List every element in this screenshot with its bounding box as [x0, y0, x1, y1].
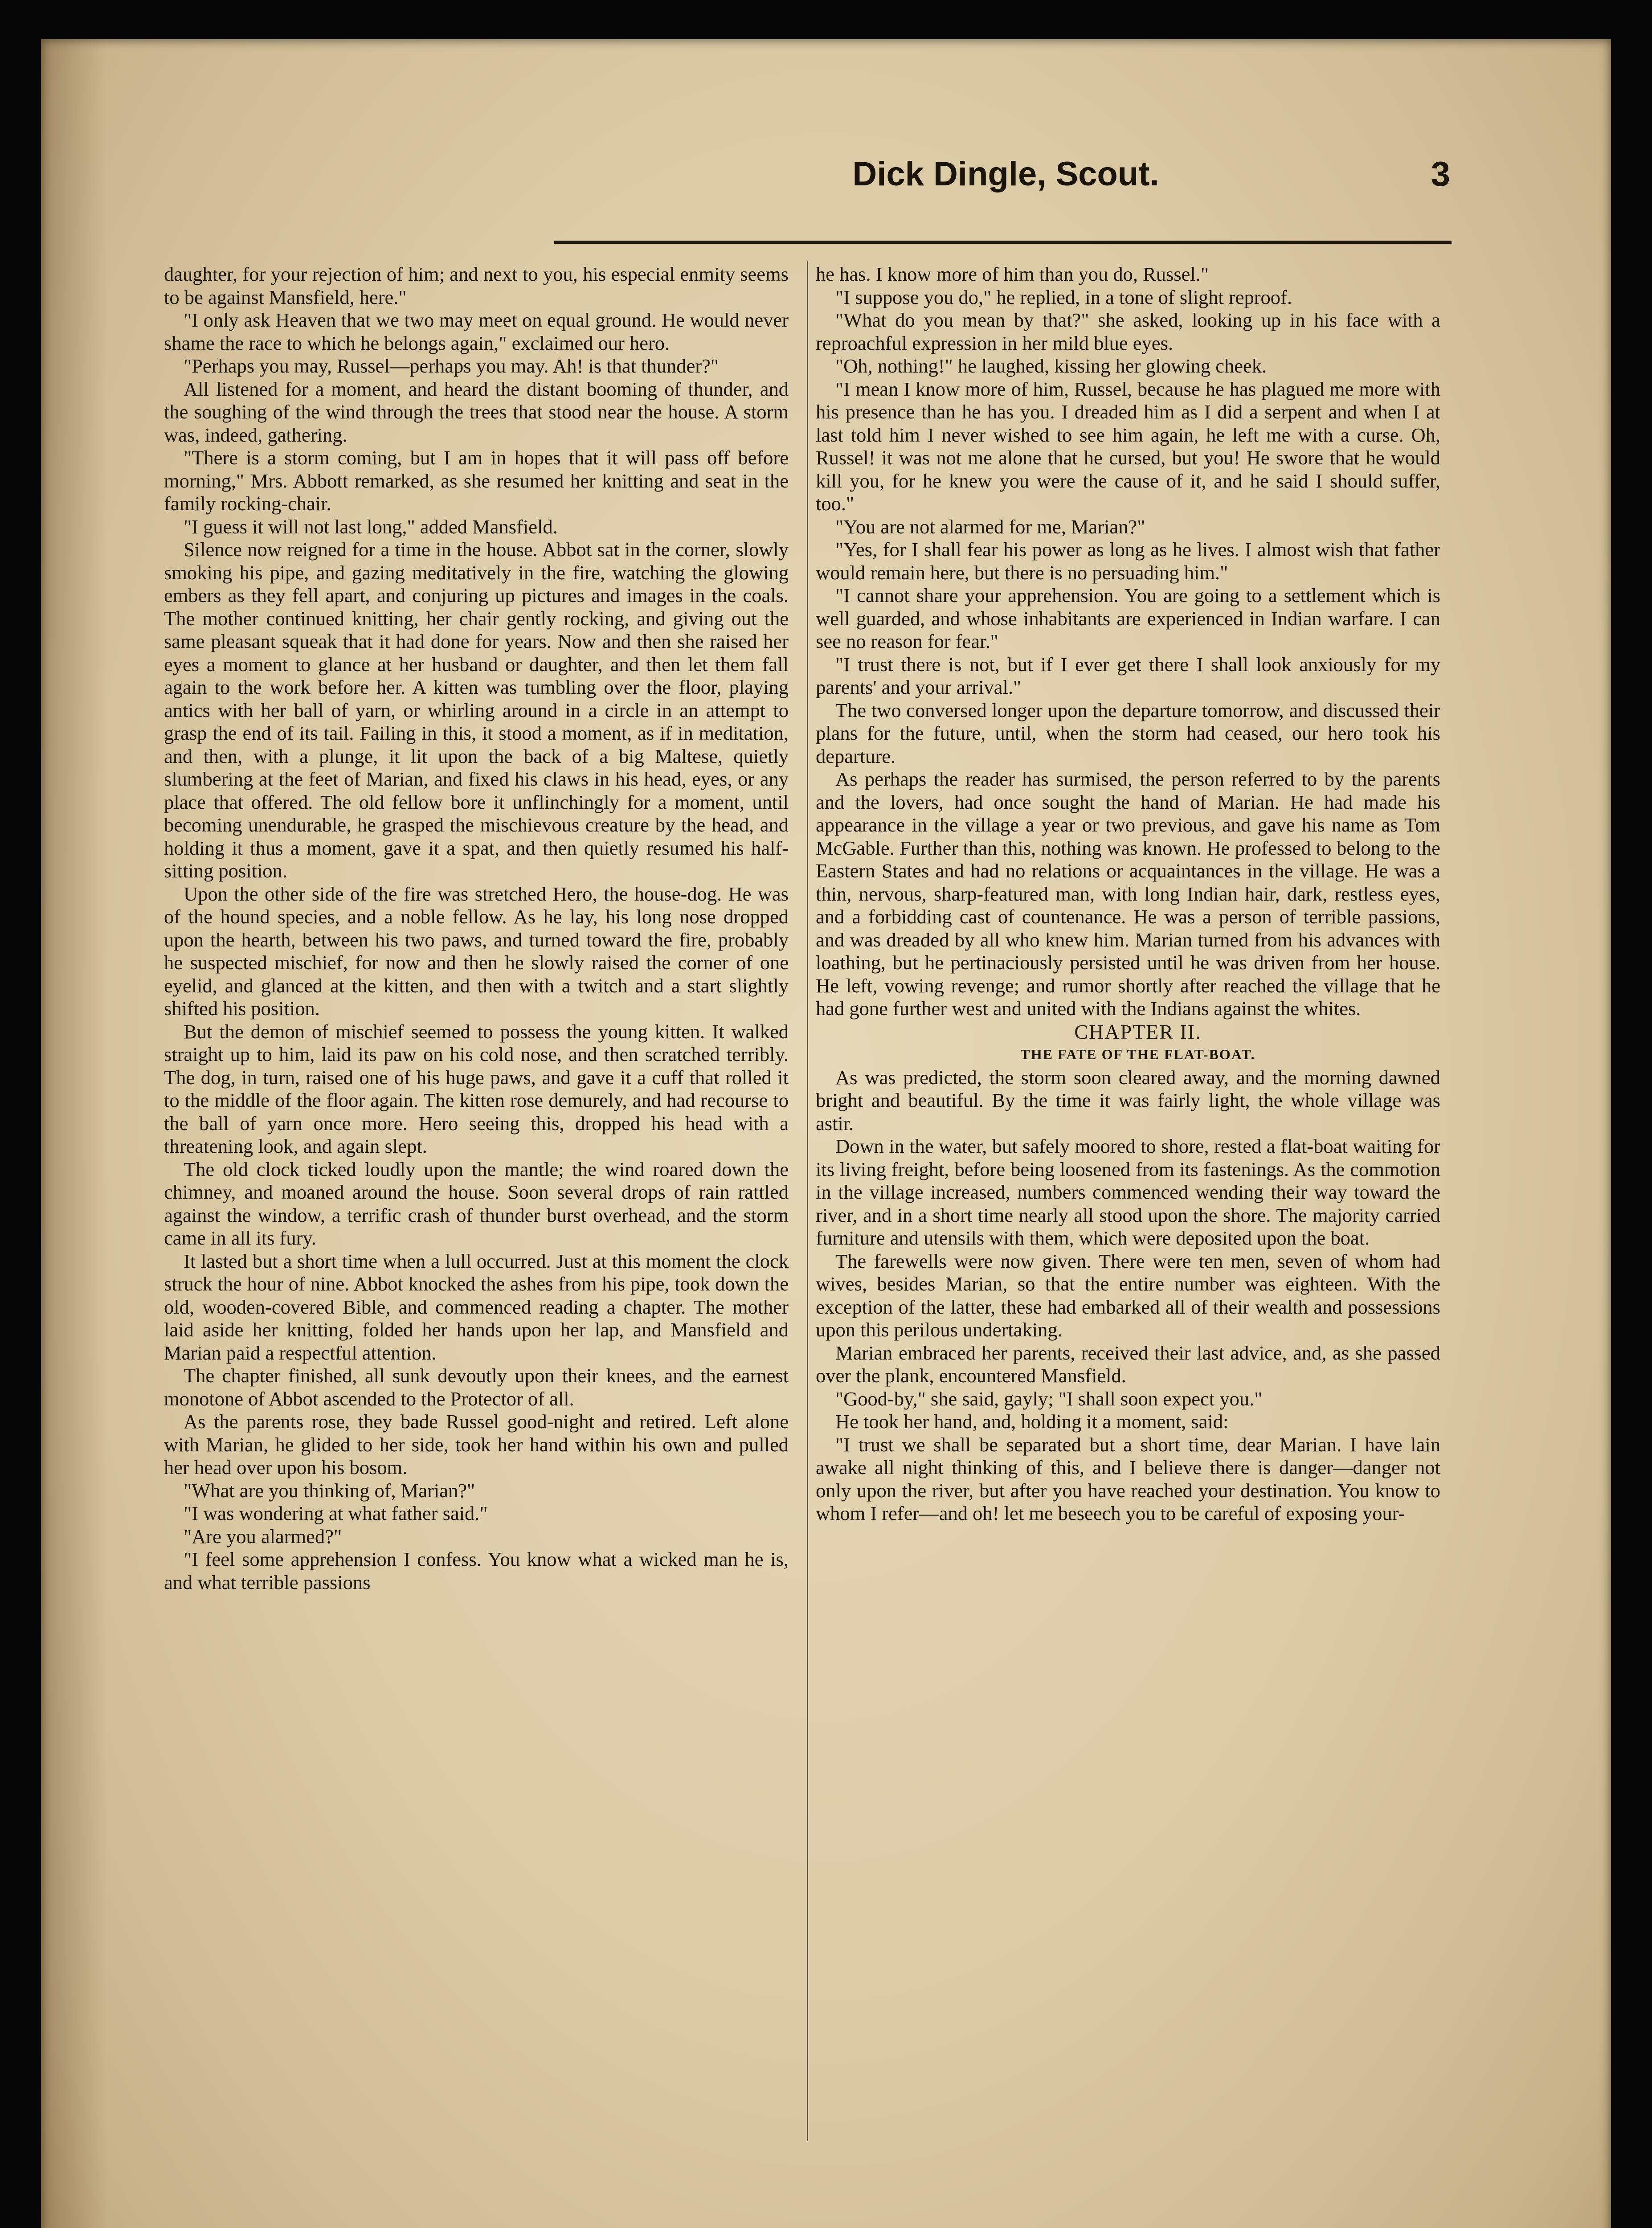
paragraph: As the parents rose, they bade Russel good-night and retired. Left alone with Marian, he glided to her side, took her hand within his own and pulled her head over upon his bosom.	[164, 1410, 789, 1479]
paragraph: "Yes, for I shall fear his power as long as he lives. I almost wish that father would remain here, but there is no persuading him."	[816, 538, 1440, 584]
paragraph: Marian embraced her parents, received their last advice, and, as she passed over the plank, encountered Mansfield.	[816, 1341, 1440, 1387]
paragraph: "You are not alarmed for me, Marian?"	[835, 515, 1145, 538]
chapter-heading: CHAPTER II.	[1074, 1020, 1202, 1043]
paragraph: He took her hand, and, holding it a moment, said:	[835, 1410, 1229, 1433]
paragraph: "I feel some apprehension I confess. You know what a wicked man he is, and what terrible passions	[164, 1548, 789, 1593]
paragraph: "I trust we shall be separated but a short time, dear Marian. I have lain awake all night thinking of this, and I believe there is danger—danger not only upon the river, but after you have reached your destination. You know to whom I refer—and oh! let me beseech you to be careful of exposing your-	[816, 1433, 1440, 1524]
paragraph: As perhaps the reader has surmised, the person referred to by the parents and the lovers, had once sought the hand of Marian. He had made his appearance in the village a year or two previous, and gave his name as Tom McGable. Further than this, nothing was known. He professed to belong to the Eastern States and had no relations or acquaintances in the village. He was a thin, nervous, sharp-featured man, with long Indian hair, dark, restless eyes, and a forbidding cast of countenance. He was a person of terrible passions, and was dreaded by all who knew him. Marian turned from his advances with loathing, but he pertinaciously persisted until he was driven from her house. He left, vowing revenge; and rumor shortly after reached the village that he had gone further west and united with the Indians against the whites.	[816, 768, 1440, 1020]
paragraph: The old clock ticked loudly upon the mantle; the wind roared down the chimney, and moaned around the house. Soon several drops of rain rattled against the window, a terrific crash of thunder burst overhead, and the storm came in all its fury.	[164, 1158, 789, 1249]
paragraph: "Are you alarmed?"	[184, 1525, 342, 1548]
paragraph: "There is a storm coming, but I am in hopes that it will pass off before morning," Mrs. Abbott remarked, as she resumed her knitting and seat in the family rocking-chair.	[164, 446, 789, 515]
paragraph: "I guess it will not last long," added Mansfield.	[184, 515, 558, 538]
paragraph: "I suppose you do," he replied, in a tone of slight reproof.	[835, 286, 1292, 308]
paragraph: "Oh, nothing!" he laughed, kissing her glowing cheek.	[835, 355, 1267, 377]
right-column	[816, 263, 1440, 2154]
paragraph: "Good-by," she said, gayly; "I shall soon expect you."	[835, 1387, 1263, 1410]
paragraph: Down in the water, but safely moored to shore, rested a flat-boat waiting for its living freight, before being loosened from its fastenings. As the commotion in the village increased, numbers commenced wending their way toward the river, and in a short time nearly all stood upon the shore. The majority carried furniture and utensils with them, which were deposited upon the boat.	[816, 1135, 1440, 1249]
paragraph: "What are you thinking of, Marian?"	[184, 1479, 475, 1502]
paragraph: Upon the other side of the fire was stretched Hero, the house-dog. He was of the hound species, and a noble fellow. As he lay, his long nose dropped upon the hearth, between his two paws, and turned toward the fire, probably he suspected mischief, for now and then he slowly raised the corner of one eyelid, and glanced at the kitten, and then with a twitch and a start slightly shifted his position.	[164, 882, 789, 1020]
chapter-subheading: THE FATE OF THE FLAT-BOAT.	[1020, 1046, 1255, 1062]
paragraph: It lasted but a short time when a lull occurred. Just at this moment the clock struck the hour of nine. Abbot knocked the ashes from his pipe, took down the old, wooden-covered Bible, and commenced reading a chapter. The mother laid aside her knitting, folded her hands upon her lap, and Mansfield and Marian paid a respectful attention.	[164, 1249, 789, 1364]
paragraph: "I was wondering at what father said."	[184, 1502, 488, 1524]
paragraph: "Perhaps you may, Russel—perhaps you may. Ah! is that thunder?"	[184, 355, 719, 377]
header-rule	[554, 241, 1452, 244]
page-number: 3	[1431, 154, 1450, 193]
paragraph: "What do you mean by that?" she asked, looking up in his face with a reproachful expression in her mild blue eyes.	[816, 309, 1440, 354]
column-divider	[807, 261, 808, 2141]
paragraph: daughter, for your rejection of him; and next to you, his especial enmity seems to be against Mansfield, here."	[164, 263, 789, 308]
paragraph: "I cannot share your apprehension. You are going to a settlement which is well guarded, and whose inhabitants are experienced in Indian warfare. I can see no reason for fear."	[816, 584, 1440, 652]
paragraph: The two conversed longer upon the departure tomorrow, and discussed their plans for the future, until, when the storm had ceased, our hero took his departure.	[816, 699, 1440, 767]
running-title: Dick Dingle, Scout.	[852, 155, 1159, 193]
page-edge-shadow	[41, 39, 108, 2228]
paragraph: The farewells were now given. There were ten men, seven of whom had wives, besides Marian, so that the entire number was eighteen. With the exception of the latter, these had embarked all of their wealth and possessions upon this perilous undertaking.	[816, 1249, 1440, 1341]
paragraph: "I trust there is not, but if I ever get there I shall look anxiously for my parents' and your arrival."	[816, 653, 1440, 698]
paragraph: The chapter finished, all sunk devoutly upon their knees, and the earnest monotone of Abbot ascended to the Protector of all.	[164, 1364, 789, 1410]
paragraph: "I only ask Heaven that we two may meet on equal ground. He would never shame the race to which he belongs again," exclaimed our hero.	[164, 309, 789, 354]
paragraph: Silence now reigned for a time in the house. Abbot sat in the corner, slowly smoking his pipe, and gazing meditatively in the fire, watching the glowing embers as they fell apart, and conjuring up pictures and images in the coals. The mother continued knitting, her chair gently rocking, and giving out the same pleasant squeak that it had done for years. Now and then she raised her eyes a moment to glance at her husband or daughter, and then let them fall again to the work before her. A kitten was tumbling over the floor, playing antics with her ball of yarn, or whirling around in a circle in an attempt to grasp the end of its tail. Failing in this, it stood a moment, as if in meditation, and then, with a plunge, it lit upon the back of a big Maltese, quietly slumbering at the feet of Marian, and fixed his claws in his head, eyes, or any place that offered. The old fellow bore it unflinchingly for a moment, until becoming unendurable, he grasped the mischievous creature by the head, and holding it thus a moment, gave it a spat, and then quietly resumed his half-sitting position.	[164, 538, 789, 882]
paragraph: he has. I know more of him than you do, Russel."	[816, 263, 1209, 285]
paragraph: As was predicted, the storm soon cleared away, and the morning dawned bright and beautiful. By the time it was fairly light, the whole village was astir.	[816, 1066, 1440, 1134]
page-header	[561, 147, 1450, 201]
left-column	[164, 263, 789, 2154]
paragraph: All listened for a moment, and heard the distant booming of thunder, and the soughing of the wind through the trees that stood near the house. A storm was, indeed, gathering.	[164, 377, 789, 446]
paragraph: But the demon of mischief seemed to possess the young kitten. It walked straight up to him, laid its paw on his cold nose, and then scratched terribly. The dog, in turn, raised one of his huge paws, and gave it a cuff that rolled it to the middle of the floor again. The kitten rose demurely, and had recourse to the ball of yarn once more. Hero seeing this, dropped his head with a threatening look, and again slept.	[164, 1020, 789, 1157]
paragraph: "I mean I know more of him, Russel, because he has plagued me more with his presence than he has you. I dreaded him as I did a serpent and when I at last told him I never wished to see him again, he left me with a curse. Oh, Russel! it was not me alone that he cursed, but you! He swore that he would kill you, for he knew you were the cause of it, and he said I should suffer, too."	[816, 377, 1440, 515]
